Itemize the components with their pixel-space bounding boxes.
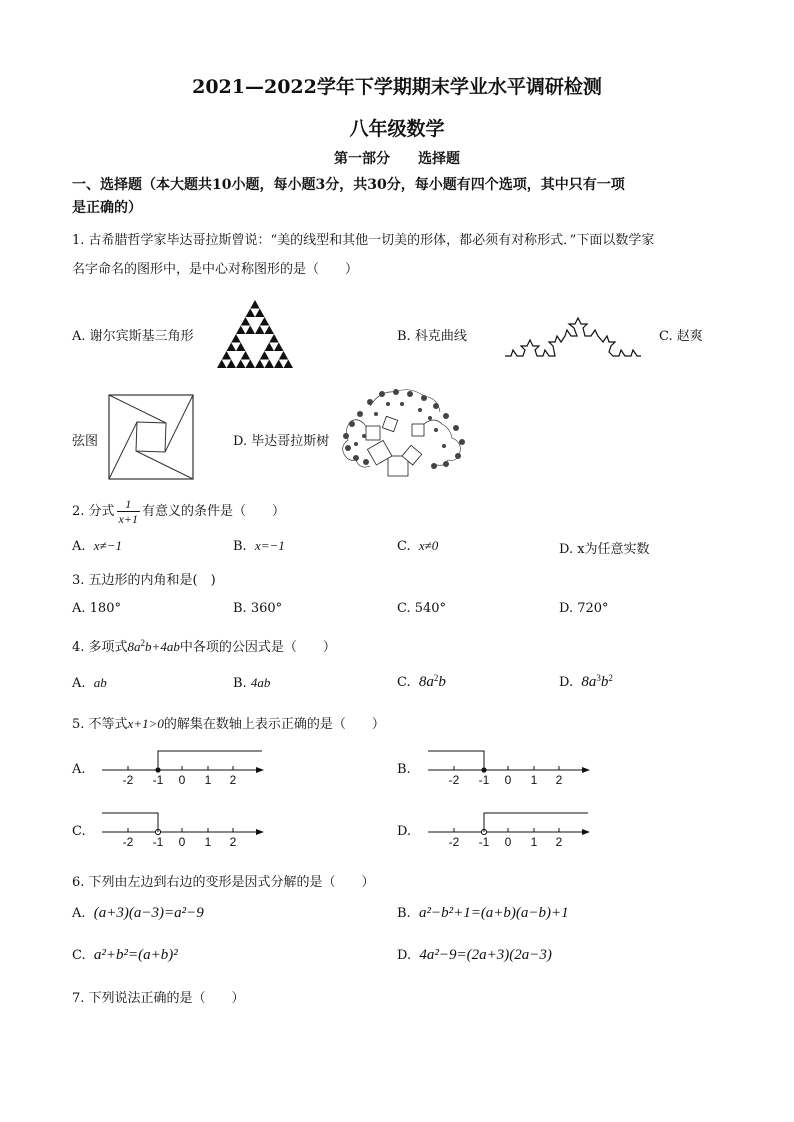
q4-polynomial: [128, 639, 180, 654]
q5-option-d: D.: [397, 824, 412, 839]
tick-label: 0: [504, 835, 512, 849]
q2-option-a-value: x≠−1: [93, 538, 122, 553]
tick-label: 2: [555, 773, 563, 787]
q5-option-c: C.: [72, 824, 86, 839]
q5-option-b: B.: [397, 762, 411, 777]
q2-option-c-value: x≠0: [418, 538, 439, 553]
tick-label: -2: [122, 835, 134, 849]
q2-stem-prefix: 2. 分式: [72, 504, 115, 519]
zhaoshuang-string-figure: [108, 394, 194, 480]
number-line-c: [98, 810, 268, 850]
q4-option-c: [397, 673, 446, 691]
q5-stem-suffix: 的解集在数轴上表示正确的是（ ）: [163, 717, 385, 732]
q1-option-c: C. 赵爽: [659, 329, 703, 344]
q1-option-d: D. 毕达哥拉斯树: [233, 434, 330, 449]
q6-option-c: [72, 947, 178, 964]
q4-stem: [72, 636, 336, 655]
section-heading: 一、选择题（本大题共10小题，每小题3分，共30分，每小题有四个选项，其中只有一项: [72, 177, 625, 193]
q3-stem: 3. 五边形的内角和是( ): [72, 573, 216, 588]
q4-option-d-value: [581, 674, 613, 690]
number-line-a-ticks: [123, 766, 237, 787]
q1-option-c-cont: 弦图: [72, 434, 99, 449]
q4-option-b: [233, 675, 270, 691]
q4-option-a-label: A.: [72, 676, 86, 691]
koch-curve-figure: [503, 306, 643, 364]
tick-label: -2: [448, 835, 460, 849]
q6-option-b-label: B.: [397, 906, 411, 921]
q1-stem: 1. 古希腊哲学家毕达哥拉斯曾说：“美的线型和其他一切美的形体，都必须有对称形式．”下面以数学家: [72, 233, 655, 248]
q2-fraction-denominator: x+1: [118, 512, 138, 526]
q4-stem-suffix: 中各项的公因式是（ ）: [179, 640, 336, 655]
q3-option-b: B. 360°: [233, 601, 283, 616]
pythagoras-tree-figure: [340, 386, 472, 486]
section-heading-cont: 是正确的）: [72, 200, 142, 216]
q6-option-d-value: 4a²−9=(2a+3)(2a−3): [419, 947, 552, 963]
tick-label: 1: [530, 835, 538, 849]
tick-label: -1: [152, 773, 164, 787]
q6-option-d: [397, 947, 552, 964]
tick-label: -1: [478, 835, 490, 849]
q6-option-c-label: C.: [72, 948, 86, 963]
q2-option-b-value: x=−1: [254, 538, 285, 553]
q2-option-a: [72, 538, 122, 554]
q3-option-d: D. 720°: [559, 601, 609, 616]
tick-label: -1: [478, 773, 490, 787]
tick-label: 2: [229, 773, 237, 787]
tick-label: 2: [555, 835, 563, 849]
q3-option-c: C. 540°: [397, 601, 447, 616]
part-title: 第一部分 选择题: [334, 151, 460, 167]
q3-option-a: A. 180°: [72, 601, 121, 616]
q6-option-c-value: a²+b²=(a+b)²: [93, 947, 178, 963]
q4-option-d: [559, 673, 613, 691]
q4-option-a: [72, 675, 107, 691]
q4-option-c-value: [419, 674, 446, 690]
q4-option-d-base: 8a: [581, 674, 597, 690]
q5-inequality: x+1>0: [127, 716, 164, 731]
q5-stem-prefix: 5. 不等式: [72, 717, 128, 732]
q4-exponent: 2: [140, 638, 146, 648]
tick-label: 0: [178, 835, 186, 849]
number-line-d: [424, 810, 594, 850]
tick-label: 0: [504, 773, 512, 787]
q4-option-c-exp: 2: [433, 673, 439, 683]
q6-option-b-value: a²−b²+1=(a+b)(a−b)+1: [418, 905, 569, 921]
q4-option-b-value: 4ab: [250, 675, 271, 690]
q2-stem-suffix: 有意义的条件是（ ）: [141, 504, 285, 519]
q2-fraction-numerator: 1: [117, 497, 140, 512]
q6-option-d-label: D.: [397, 948, 412, 963]
q6-option-b: [397, 905, 569, 922]
q4-term-a: 8a: [127, 639, 141, 654]
q4-option-c-var: b: [438, 674, 446, 690]
q2-stem: [72, 497, 285, 526]
q4-option-d-exp2: 2: [608, 673, 613, 683]
q2-option-c-label: C.: [397, 539, 411, 554]
tick-label: 1: [204, 835, 212, 849]
q4-option-a-value: ab: [93, 675, 107, 690]
tick-label: 1: [530, 773, 538, 787]
q2-option-b: [233, 538, 285, 554]
q6-option-a: [72, 905, 204, 922]
q2-option-b-label: B.: [233, 539, 247, 554]
q4-option-c-label: C.: [397, 675, 411, 690]
number-line-b-ticks: [449, 766, 563, 787]
q2-option-c: [397, 538, 438, 554]
q2-option-a-label: A.: [72, 539, 86, 554]
q4-term-b: b+4ab: [145, 639, 180, 654]
q2-fraction: [117, 497, 140, 526]
q7-stem: 7. 下列说法正确的是（ ）: [72, 991, 245, 1006]
number-line-c-ticks: [123, 828, 237, 849]
q1-stem-cont: 名字命名的图形中，是中心对称图形的是（ ）: [72, 262, 359, 277]
q4-stem-prefix: 4. 多项式: [72, 640, 128, 655]
q6-option-a-label: A.: [72, 906, 86, 921]
exam-title: 2021—2022学年下学期期末学业水平调研检测: [192, 76, 602, 98]
q4-option-d-label: D.: [559, 675, 574, 690]
q1-option-a: A. 谢尔宾斯基三角形: [72, 329, 194, 344]
number-line-b: [424, 748, 594, 788]
q5-option-a: A.: [72, 762, 86, 777]
tick-label: -2: [122, 773, 134, 787]
tick-label: 0: [178, 773, 186, 787]
grade-subject-title: 八年级数学: [349, 118, 445, 140]
q4-option-d-var: b: [600, 674, 609, 690]
q4-option-c-base: 8a: [418, 674, 434, 690]
q4-option-b-label: B.: [233, 676, 247, 691]
q4-option-d-exp1: 3: [596, 673, 601, 683]
tick-label: -1: [152, 835, 164, 849]
q2-option-d: D. x为任意实数: [559, 542, 650, 557]
tick-label: 1: [204, 773, 212, 787]
tick-label: -2: [448, 773, 460, 787]
q6-option-a-value: (a+3)(a−3)=a²−9: [93, 905, 204, 921]
q6-stem: 6. 下列由左边到右边的变形是因式分解的是（ ）: [72, 875, 375, 890]
sierpinski-triangle-figure: [215, 298, 295, 370]
number-line-d-ticks: [449, 828, 563, 849]
number-line-a: [98, 748, 268, 788]
q1-option-b: B. 科克曲线: [397, 329, 467, 344]
tick-label: 2: [229, 835, 237, 849]
q5-stem: [72, 713, 385, 732]
